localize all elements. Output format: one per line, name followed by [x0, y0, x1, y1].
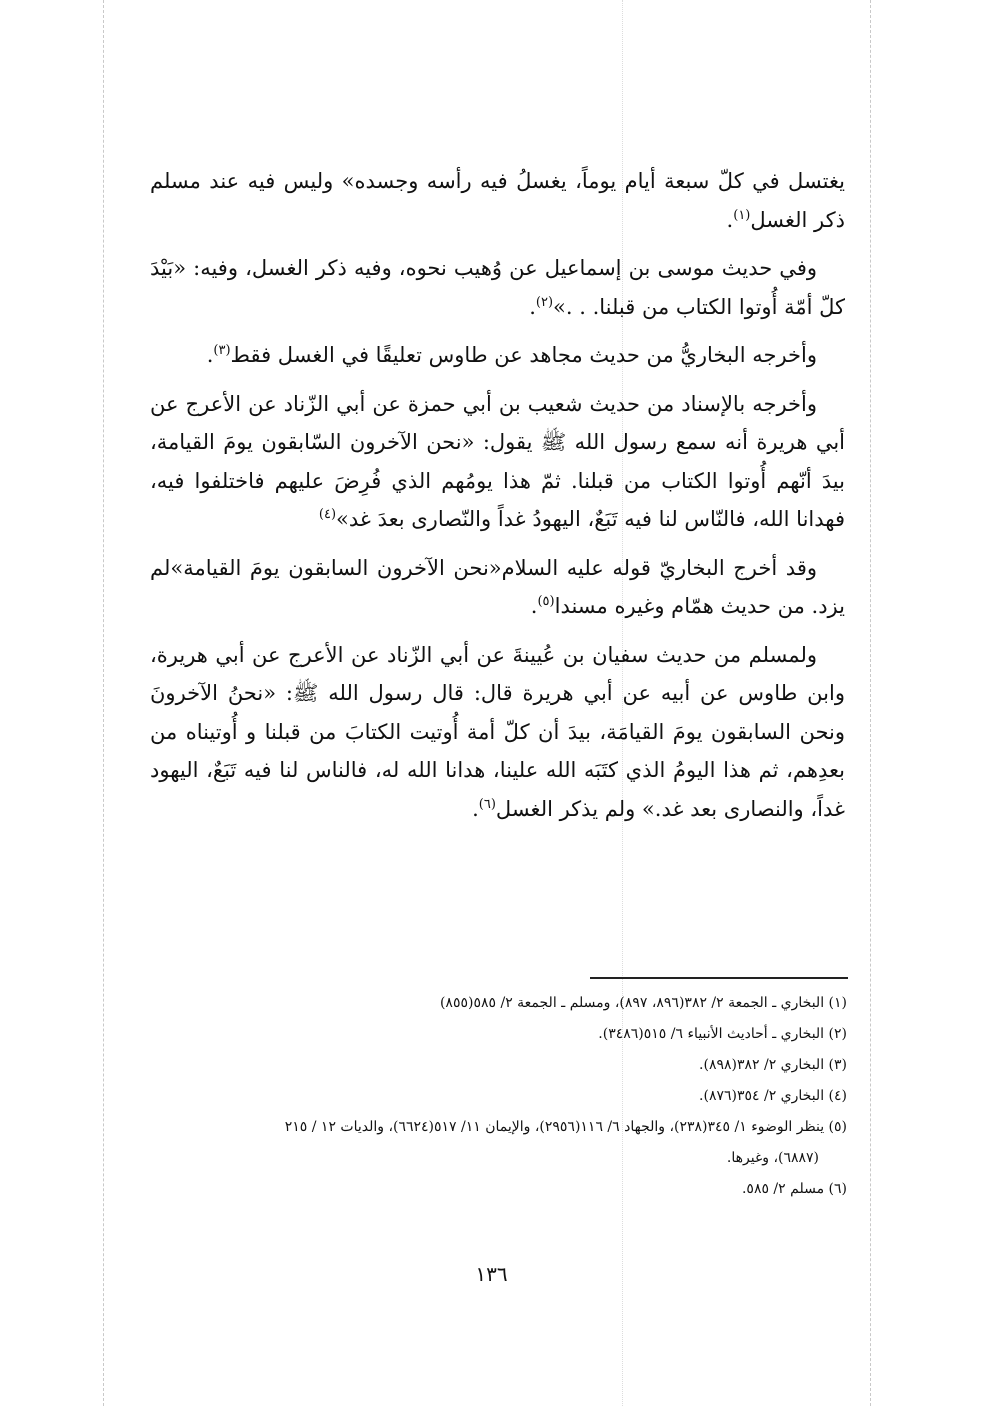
paragraph-6: [150, 636, 845, 829]
footnote-ref: (١): [733, 207, 751, 223]
footnote-6: (٦) مسلم ٢/ ٥٨٥.: [741, 1181, 847, 1197]
footnotes: [105, 988, 847, 1205]
scan-guide-right: [870, 0, 871, 1406]
footnote-divider: [590, 977, 848, 979]
paragraph-tail: .: [529, 294, 536, 319]
footnote-4: (٤) البخاري ٢/ ٣٥٤(٨٧٦).: [699, 1088, 847, 1104]
footnote-1: (١) البخاري ـ الجمعة ٢/ ٣٨٢(٨٩٦، ٨٩٧)، ومسلم ـ الجمعة ٢/ ٥٨٥(٨٥٥): [439, 995, 847, 1011]
footnote-ref: (٥): [537, 594, 555, 609]
footnote-3: (٣) البخاري ٢/ ٣٨٢(٨٩٨).: [699, 1057, 847, 1073]
paragraph-tail: .: [472, 796, 479, 821]
paragraph-text: ولمسلم من حديث سفيان بن عُيينةَ عن أبي الزّناد عن الأعرج عن أبي هريرة، وابن طاوس عن أبيه عن أبي هريرة قال: قال رسول الله ﷺ: «نحنُ الآخرونَ ونحن السابقون يومَ القيامَة، بيدَ أن كلّ أمة أُوتيت الكتابَ من قبلنا و أُوتيناه من بعدِهم، ثم هذا اليومُ الذي كتَبَه الله علينا، هدانا الله له، فالناس لنا فيه تَبَعٌ، اليهود غداً، والنصارى بعد غد.» ولم يذكر الغسل: [150, 642, 845, 821]
footnote-5: (٥) ينظر الوضوء ١/ ٣٤٥(٢٣٨)، والجهاد ٦/ ١١٦(٢٩٥٦)، والإيمان ١١/ ٥١٧(٦٦٢٤)، والديات ١٢ / ٢١٥: [284, 1119, 847, 1135]
paragraph-tail: .: [206, 343, 214, 367]
paragraph-5: [150, 549, 845, 626]
paragraph-3: [150, 336, 845, 375]
paragraph-text: يغتسل في كلّ سبعة أيام يوماً، يغسلُ فيه رأسه وجسده» وليس فيه عند مسلم ذكر الغسل: [150, 169, 845, 232]
paragraph-text: وقد أخرج البخاريّ قوله عليه السلام«نحن الآخرون السابقون يومَ القيامة»لم يزد. من حديث همّام وغيره مسندا: [150, 555, 845, 618]
scan-guide-left: [103, 0, 104, 1406]
page-number: ١٣٦: [475, 1262, 508, 1286]
paragraph-4: [150, 385, 845, 539]
main-text: [150, 162, 845, 838]
footnote-ref: (٢): [535, 294, 554, 310]
footnote-ref: (٣): [213, 343, 231, 358]
paragraph-text: وأخرجه بالإسناد من حديث شعيب بن أبي حمزة عن أبي الزّناد عن الأعرج عن أبي هريرة أنه سمع رسول الله ﷺ يقول: «نحن الآخرون السّابقون يومَ القيامة، بيدَ أنّهم أُوتوا الكتاب من قبلنا. ثمّ هذا يومُهم الذي فُرِضَ عليهم فاختلفوا فيه، فهدانا الله، فالنّاس لنا فيه تَبَعٌ، اليهودُ غداً والنّصارى بعدَ غد»: [150, 391, 845, 531]
footnote-2: (٢) البخاري ـ أحاديث الأنبياء ٦/ ٥١٥(٣٤٨٦).: [598, 1026, 847, 1042]
footnote-ref: (٤): [318, 507, 337, 522]
paragraph-1: [150, 162, 845, 239]
paragraph-text: وأخرجه البخاريُّ من حديث مجاهد عن طاوس تعليقًا في الغسل فقط: [230, 343, 817, 367]
paragraph-2: [150, 249, 845, 326]
paragraph-text: وفي حديث موسى بن إسماعيل عن وُهيب نحوه، وفيه ذكر الغسل، وفيه: «بَيْدَ كلّ أمّة أُوتوا الكتاب من قبلنا. . .»: [150, 256, 845, 319]
footnote-5-continuation: (٦٨٨٧)، وغيرها.: [726, 1150, 819, 1166]
paragraph-tail: .: [726, 207, 734, 232]
paragraph-tail: .: [530, 594, 538, 618]
footnote-ref: (٦): [478, 796, 496, 812]
